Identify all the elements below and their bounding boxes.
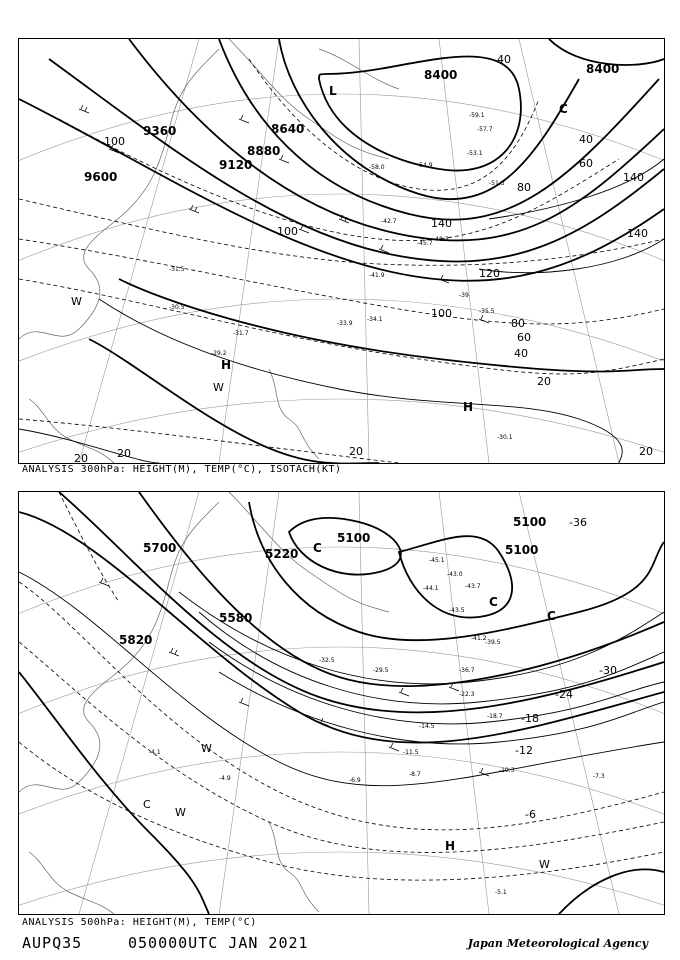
isotach-label: 100 — [104, 135, 125, 148]
warm-center: W — [213, 381, 224, 394]
isotachs — [19, 159, 664, 463]
temp-label: -59.1 — [469, 112, 485, 119]
temp-label: -43.7 — [465, 583, 481, 590]
isotach-label: 20 — [117, 447, 131, 460]
height-label: 5220 — [265, 547, 299, 561]
high-center: H — [221, 358, 232, 372]
agency-credit: Japan Meteorological Agency — [467, 937, 648, 950]
isotach-label: 80 — [511, 317, 525, 330]
temp-label: -5.1 — [495, 889, 507, 896]
warm-center: W — [539, 858, 550, 871]
isotach-label: 100 — [431, 307, 452, 320]
height-label: 9120 — [219, 158, 253, 172]
temp-label: -30.1 — [497, 434, 513, 441]
coastline — [19, 39, 399, 463]
temp-label: -53.1 — [467, 150, 483, 157]
height-label: 5100 — [337, 531, 371, 545]
temp-label: -42.7 — [381, 218, 397, 225]
temp-label: -58.0 — [369, 164, 385, 171]
isotach-label: 40 — [579, 133, 593, 146]
isotherm-label: -24 — [555, 688, 573, 701]
isotach-label: 20 — [74, 452, 88, 463]
valid-time: 050000UTC JAN 2021 — [128, 934, 309, 952]
temp-label: -11.5 — [403, 749, 419, 756]
isotach-label: 80 — [517, 181, 531, 194]
warm-center: W — [71, 295, 82, 308]
isotherms — [19, 59, 664, 463]
map-500hpa-svg — [19, 492, 664, 914]
isotach-label: 140 — [431, 217, 452, 230]
height-label: 8640 — [271, 122, 305, 136]
temp-label: -22.3 — [459, 691, 475, 698]
height-label: 5100 — [513, 515, 547, 529]
height-label: 8880 — [247, 144, 281, 158]
high-center: H — [463, 400, 474, 414]
temp-label: -51.3 — [489, 180, 505, 187]
wind-barbs — [79, 105, 489, 323]
isotherms-dashed — [19, 492, 664, 880]
isotherm-label: -36 — [569, 516, 587, 529]
temp-label: -29.2 — [211, 350, 227, 357]
temp-label: -31.5 — [169, 266, 185, 273]
temp-label: -48.3 — [433, 236, 449, 243]
temp-label: -41.2 — [471, 635, 487, 642]
temp-label: -4.1 — [149, 749, 161, 756]
temp-label: -45.1 — [429, 557, 445, 564]
height-label: 9360 — [143, 124, 177, 138]
warm-center: W — [175, 806, 186, 819]
temp-label: -39 — [459, 292, 469, 299]
map-500hpa — [18, 491, 665, 915]
temp-label: -8.7 — [409, 771, 421, 778]
temp-label: -18.7 — [487, 713, 503, 720]
temp-label: -41.9 — [369, 272, 385, 279]
height-label: 5580 — [219, 611, 253, 625]
isotherms — [19, 572, 664, 786]
isotach-label: 60 — [579, 157, 593, 170]
isotherm-label: -30 — [599, 664, 617, 677]
temp-label: -30.5 — [169, 304, 185, 311]
height-label: 8400 — [586, 62, 620, 76]
temp-label: -32.5 — [319, 657, 335, 664]
high-center: H — [445, 839, 456, 853]
isotherm-label: -12 — [515, 744, 533, 757]
temp-label: -14.5 — [419, 723, 435, 730]
cold-center: C — [313, 541, 322, 555]
isotach-label: 140 — [627, 227, 648, 240]
isotach-label: 140 — [623, 171, 644, 184]
temp-label: -4.9 — [219, 775, 231, 782]
cold-center: C — [559, 102, 568, 116]
cold-center: C — [489, 595, 498, 609]
caption-300hpa: ANALYSIS 300hPa: HEIGHT(M), TEMP(°C), ISOTACH(KT) — [22, 464, 342, 475]
isotherm-label: -18 — [521, 712, 539, 725]
isotherm-label: -6 — [525, 808, 536, 821]
temp-label: -45.7 — [417, 240, 433, 247]
height-label: 5100 — [505, 543, 539, 557]
temp-label: -36.7 — [459, 667, 475, 674]
coastline — [19, 492, 389, 914]
map-300hpa-svg — [19, 39, 664, 463]
cold-center: C — [547, 609, 556, 623]
temp-label: -29.5 — [373, 667, 389, 674]
height-contours — [19, 492, 664, 914]
warm-center: W — [201, 742, 212, 755]
caption-500hpa: ANALYSIS 500hPa: HEIGHT(M), TEMP(°C) — [22, 917, 257, 928]
temp-label: -6.9 — [349, 777, 361, 784]
temp-label: -44.1 — [423, 585, 439, 592]
temp-label: -39.5 — [485, 639, 501, 646]
temp-label: -10.3 — [499, 767, 515, 774]
temp-label: -57.7 — [477, 126, 493, 133]
isotach-label: 120 — [479, 267, 500, 280]
chart-code: AUPQ35 — [22, 934, 83, 952]
height-label: 5700 — [143, 541, 177, 555]
isotach-label: 20 — [537, 375, 551, 388]
isotach-label: 20 — [349, 445, 363, 458]
temp-label: -54.9 — [417, 162, 433, 169]
height-label: 5820 — [119, 633, 153, 647]
isotach-label: 60 — [517, 331, 531, 344]
temp-label: -35.5 — [479, 308, 495, 315]
isotach-label: 100 — [277, 225, 298, 238]
temp-label: -33.9 — [337, 320, 353, 327]
temp-label: -7.3 — [593, 773, 605, 780]
cold-center: C — [143, 798, 151, 811]
height-label: 9600 — [84, 170, 118, 184]
isotach-label: 40 — [514, 347, 528, 360]
temp-label: -43.0 — [447, 571, 463, 578]
temp-label: -34.1 — [367, 316, 383, 323]
low-center: L — [329, 84, 337, 98]
map-300hpa — [18, 38, 665, 464]
height-label: 8400 — [424, 68, 458, 82]
temp-label: -31.7 — [233, 330, 249, 337]
isotach-label: 40 — [497, 53, 511, 66]
temp-label: -43.5 — [449, 607, 465, 614]
isotach-label: 20 — [639, 445, 653, 458]
